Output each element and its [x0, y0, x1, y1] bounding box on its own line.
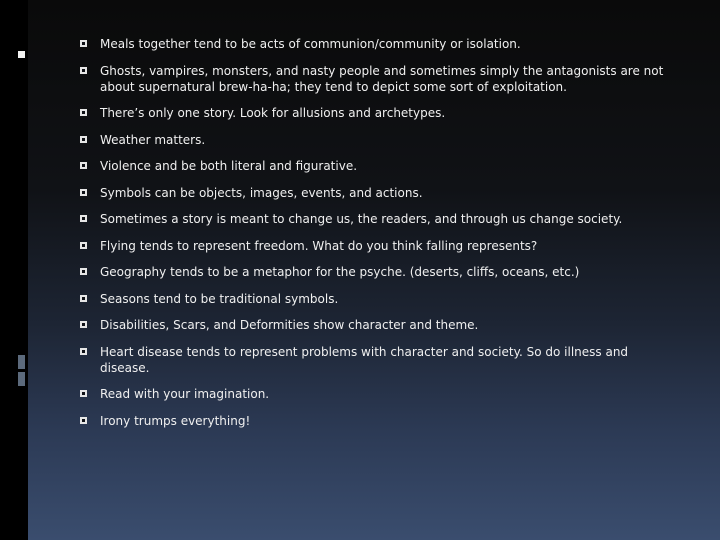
bullet-item [80, 158, 680, 174]
square-bullet-icon [80, 348, 87, 355]
bullet-text: Seasons tend to be traditional symbols. [100, 291, 339, 306]
bullet-text: Read with your imagination. [100, 387, 270, 401]
bullet-item [80, 105, 680, 121]
square-bullet-icon [80, 189, 87, 196]
bullet-item [80, 238, 680, 254]
square-bullet-icon [80, 67, 87, 74]
bullet-text: Heart disease tends to represent problems with character and society. So do illness and disease. [100, 344, 629, 375]
square-bullet-icon [80, 215, 87, 222]
bullet-item [80, 63, 680, 95]
bullet-text: Symbols can be objects, images, events, and actions. [100, 185, 423, 200]
bullet-text: There’s only one story. Look for allusions and archetypes. [100, 106, 446, 120]
square-bullet-icon [80, 321, 87, 328]
bullet-item [80, 291, 680, 307]
accent-bar-grey-1 [18, 355, 25, 369]
bullet-item [80, 344, 680, 376]
accent-bar-dark [18, 59, 28, 84]
bullet-text: Geography tends to be a metaphor for the psyche. (deserts, cliffs, oceans, etc.) [100, 265, 580, 279]
bullet-text: Irony trumps everything! [100, 413, 251, 428]
bullet-item [80, 132, 680, 148]
square-bullet-icon [80, 40, 87, 47]
bullet-text: Ghosts, vampires, monsters, and nasty people and sometimes simply the antagonists are not about supernatural brew-ha-ha; they tend to depict some sort of exploitation. [100, 63, 664, 94]
square-bullet-icon [80, 268, 87, 275]
bullet-text: Disabilities, Scars, and Deformities show character and theme. [100, 318, 479, 332]
bullet-text: Meals together tend to be acts of communion/community or isolation. [100, 37, 521, 51]
square-bullet-icon [80, 136, 87, 143]
bullet-list [80, 36, 680, 439]
bullet-item [80, 413, 680, 429]
bullet-item [80, 185, 680, 201]
bullet-item [80, 317, 680, 333]
square-bullet-icon [80, 162, 87, 169]
bullet-item [80, 211, 680, 227]
bullet-text: Weather matters. [100, 132, 206, 147]
square-bullet-icon [80, 295, 87, 302]
bullet-item [80, 264, 680, 280]
bullet-text: Violence and be both literal and figurative. [100, 159, 358, 173]
square-bullet-icon [80, 390, 87, 397]
square-bullet-icon [80, 242, 87, 249]
accent-bar-grey-2 [18, 372, 25, 386]
bullet-item [80, 36, 680, 52]
accent-bar-top [18, 51, 25, 58]
bullet-text: Flying tends to represent freedom. What do you think falling represents? [100, 238, 538, 253]
square-bullet-icon [80, 417, 87, 424]
bullet-item [80, 386, 680, 402]
square-bullet-icon [80, 109, 87, 116]
bullet-text: Sometimes a story is meant to change us, the readers, and through us change society. [100, 212, 623, 226]
